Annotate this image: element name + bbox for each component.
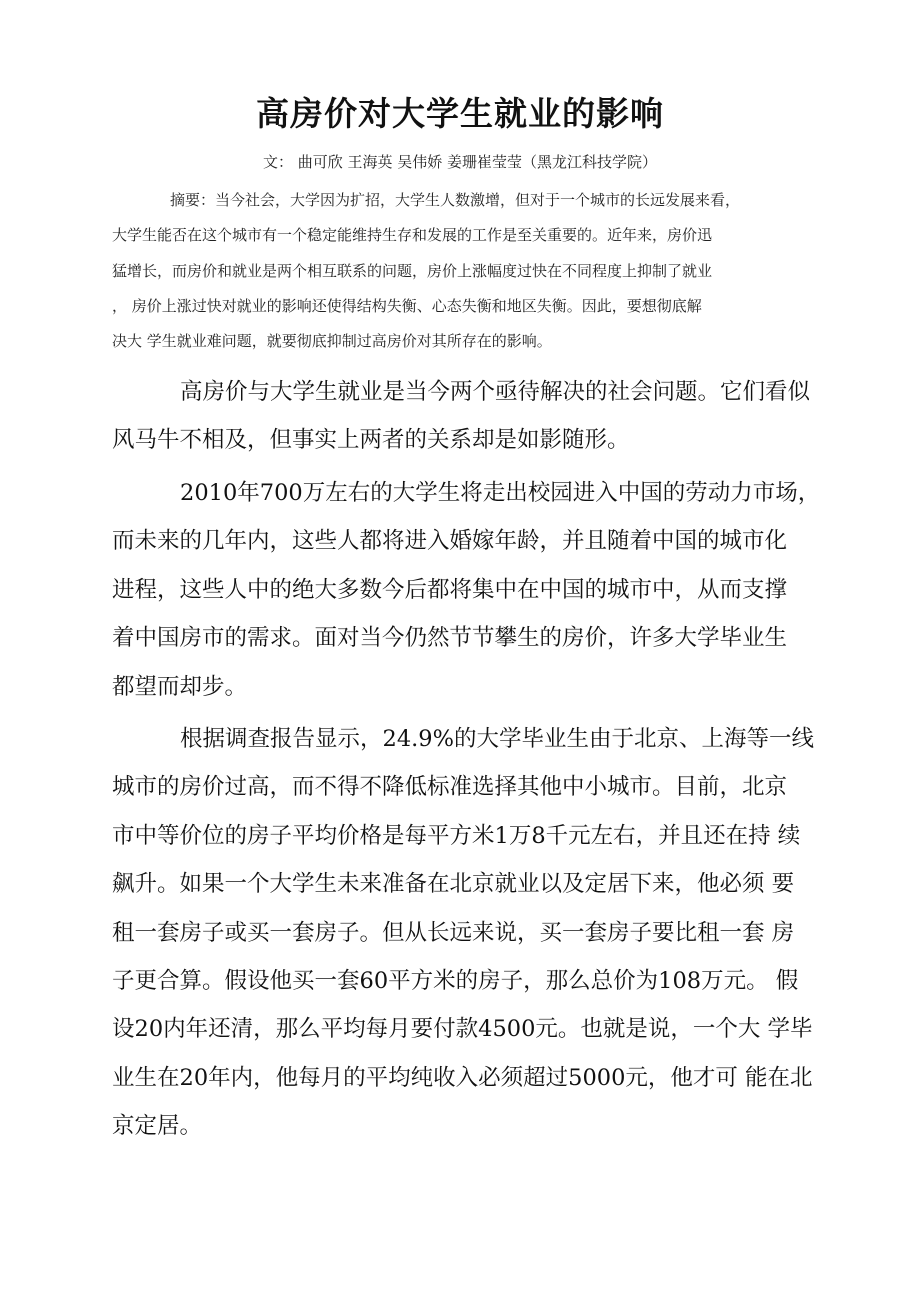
paragraph-line: 飙升。如果一个大学生未来准备在北京就业以及定居下来，他必须 要 (112, 871, 795, 898)
paragraph-line: 市中等价位的房子平均价格是每平方米1万8千元左右，并且还在持 续 (112, 822, 801, 849)
paragraph-line: 子更合算。假设他买一套60平方米的房子，那么总价为108万元。 假 (112, 967, 799, 994)
paragraph-line: 京定居。 (112, 1113, 203, 1140)
paragraph-line: 租一套房子或买一套房子。但从长远来说，买一套房子要比租一套 房 (112, 919, 795, 946)
paragraph-line: 进程，这些人中的绝大多数今后都将集中在中国的城市中，从而支撑 (112, 576, 788, 603)
paragraph-line: 设20内年还清，那么平均每月要付款4500元。也就是说，一个大 学毕 (112, 1016, 813, 1043)
paragraph-1 (112, 368, 811, 465)
paragraph-line: 城市的房价过高，而不得不降低标准选择其他中小城市。目前，北京 (112, 774, 788, 801)
document-title: 高房价对大学生就业的影响 (256, 94, 664, 133)
abstract-line: 猛增长，而房价和就业是两个相互联系的问题，房价上涨幅度过快在不同程度上抑制了就业 (112, 261, 713, 280)
author-line: 文： 曲可欣 王海英 吴伟娇 姜珊崔莹莹（黑龙江科技学院） (262, 153, 658, 171)
paragraph-line: 根据调查报告显示，24.9%的大学毕业生由于北京、上海等一线 (180, 726, 814, 752)
paragraph-2 (112, 469, 821, 711)
abstract (112, 183, 802, 359)
paragraph-line: 业生在20年内，他每月的平均纯收入必须超过5000元，他才可 能在北 (112, 1064, 813, 1091)
abstract-line: 决大 学生就业难问题，就要彻底抑制过高房价对其所存在的影响。 (112, 332, 552, 351)
paragraph-line: 2010年700万左右的大学生将走出校园进入中国的劳动力市场， (180, 480, 821, 506)
paragraph-line: 着中国房市的需求。面对当今仍然节节攀生的房价，许多大学毕业生 (112, 625, 788, 652)
paragraph-line: 都望而却步。 (112, 673, 248, 700)
abstract-line: 摘要：当今社会，大学因为扩招，大学生人数激增，但对于一个城市的长远发展来看， (170, 191, 741, 209)
abstract-line: ， 房价上涨过快对就业的影响还使得结构失衡、心态失衡和地区失衡。因此，要想彻底解 (112, 296, 702, 315)
paragraph-3 (112, 715, 814, 1151)
paragraph-line: 风马牛不相及，但事实上两者的关系却是如影随形。 (112, 427, 630, 454)
paragraph-line: 高房价与大学生就业是当今两个亟待解决的社会问题。它们看似 (180, 379, 811, 405)
abstract-line: 大学生能否在这个城市有一个稳定能维持生存和发展的工作是至关重要的。近年来，房价迅 (112, 226, 713, 245)
paragraph-line: 而未来的几年内，这些人都将进入婚嫁年龄，并且随着中国的城市化 (112, 528, 788, 555)
